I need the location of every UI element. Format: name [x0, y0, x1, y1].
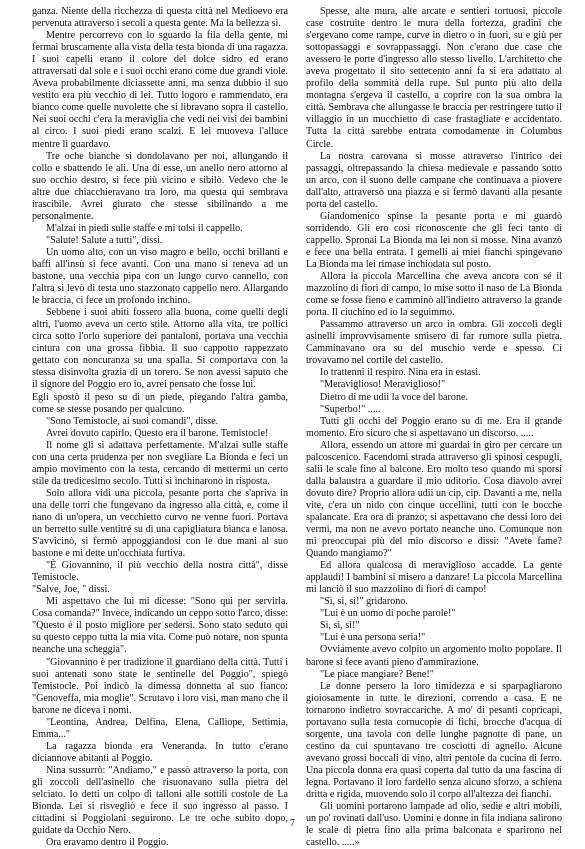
- paragraph: Tutti gli occhi del Poggio erano su di me. Era il grande momento. Ero sicuro che si aspettavano un discorso. .....: [306, 415, 562, 439]
- paragraph: Sebbene i suoi abiti fossero alla buona, come quelli degli altri, l'uomo aveva un certo stile. Attorno alla vita, tre pollici circa sotto l'orlo superiore dei pantaloni, portava una vecchia cintura con una grossa fibbia. Il suo cappotto rappezzato gettato con noncuranza su una spalla. Si comportava con la stessa disinvolta grazia di un torero. Se non avessi saputo che il signore del Poggio ero io, avrei pensato che fosse lui.: [32, 307, 288, 391]
- paragraph: Le donne persero la loro timidezza e si sparpagliarono gioiosamente in tutte le direzioni, correndo a casa. E ne tornarono indietro sovraccariche. A mo' di pesanti copricapi, portavano sulla testa cornucopie di fichi, brocche d'acqua di sorgente, una tavola con delle lunghe pagnotte di pane, un cestino da cui spuntavano tre cosciotti di agnello. Alcune avevano grossi boccali di vino, altri pentole da cucina di ferro. Una piccola donna era quasi coperta dal tutto da una fascina di legna. Portavano il loro fardello senza alcuno sforzo, a schiena dritta e rigida, muovendo solo il corpo all'altezza dei fianchi.: [306, 680, 562, 801]
- paragraph: La ragazza bionda era Veneranda. In tutto c'erano diciannove abitanti al Poggio.: [32, 740, 288, 764]
- paragraph: Passammo attraverso un arco in ombra. Gli zoccoli degli asinelli improvvisamente smisero di far rumore sulla pietra. Camminavano ora su del muschio verde e spesso. Ci trovavamo nel cortile del castello.: [306, 319, 562, 367]
- paragraph: Un uomo alto, con un viso magro e bello, occhi brillanti e baffi all'insù si fece avanti. Con una mano si teneva ad un bastone, una vecchia pipa con un lungo curvo cannello, con l'altra si levò di testa uno stazzonato cappello nero. Allargando le braccia, ci fece un profondo inchino.: [32, 246, 288, 307]
- paragraph: Mi aspettavo che lui mi dicesse: "Sono qui per servirla. Cosa comanda?" Invece, indicando un ceppo sotto l'arco, disse: "Questo è il posto migliore per sedersi. Sono stato seduto qui su questo ceppo tutta la mia vita. Come può notare, non spunta neanche una scheggia".: [32, 596, 288, 656]
- paragraph: Sì, sì, sì!": [320, 620, 360, 632]
- paragraph: Tre oche bianche si dondolavano per noi, allungando il collo e sbattendo le ali. Una di esse, un anello nero attorno al suo occhio destro, si fece più vicino e sibilò. Vedevo che le altre due chiacchieravano tra loro, ma questa qui sembrava irascibile. Avrei giurato che stesse sibilinando a me personalmente.: [32, 150, 288, 222]
- paragraph: Spesse, alte mura, alte arcate e sentieri tortuosi, piccole case costruite dentro le mura della fortezza, gradini che s'ergevano come rampe, curve in dietro o in fuori, su e giù per sottopassaggi e sovrappassaggi. Non c'erano due case che avessero le porte d'ingresso allo stesso livello. L'architetto che aveva progettato il sito settecento anni fa si era adattato al profilo della sommità della rupe. Sul punto più alto della montagna s'ergeva il castello, a coprire con la sua ombra la città. Sembrava che allungasse le braccia per restringere tutto il villaggio in un mucchietto di case frastagliate e accidentato. Tutta la città sarebbe entrata comodamente in Columbus Circle.: [306, 6, 562, 150]
- paragraph: "Leontina, Andrea, Delfina, Elena, Calliope, Settimia, Emma...": [32, 716, 288, 740]
- paragraph: "Lui è una persona seria!": [320, 632, 426, 644]
- paragraph: Mentre percorrevo con lo sguardo la fila della gente, mi fermai bruscamente alla vista della testa bionda di una ragazza. I suoi capelli erano il colore del dolce sidro ed erano attraversati dal sole e i suoi occhi erano come due grandi viole. Aveva probabilmente diciassette anni, ma senza dubbio il suo vestito era più vecchio di lei. Tutto logoro e rammendato, era bianco come quelle nuvolette che si libravano sopra il castello. Nei suoi occhi c'era la meraviglia che vedi nei visi dei bambini al circo. I suoi piedi erano scalzi. E lei muoveva l'alluce mentre li guardavo.: [32, 30, 288, 150]
- page-body: [32, 6, 562, 849]
- paragraph: "Superbo!" .....: [320, 403, 381, 415]
- paragraph: "Meraviglioso! Meraviglioso!": [320, 379, 446, 391]
- paragraph: Gli uomini portarono lampade ad olio, sedie e altri mobili, un po' rovinati dall'uso. Uomini e donne in fila indiana salirono le scale di pietra fino alla prima balconata e sparirono nel castello. .....»: [306, 801, 562, 849]
- paragraph: Solo allora vidi una piccola, pesante porta che s'apriva in una delle torri che fungevano da ingresso alla città, e, come il nano di un'opera, un vecchietto curvo ne venne fuori. Portava un berretto sulle ventitré su di una capigliatura bianca e lanosa. S'avvicinò, si fermò appoggiandosi con le due mani al suo bastone e mi dette un'occhiata furtiva.: [32, 487, 288, 560]
- paragraph: "Salve, Joe, " dissi.: [32, 584, 110, 596]
- paragraph: Dietro di me udii la voce del barone.: [320, 391, 468, 403]
- paragraph: Avrei dovuto capirlo. Questo era il barone. Temistocle!: [46, 427, 269, 439]
- left-text-column: [32, 6, 288, 849]
- paragraph: "Sono Temistocle, ai suoi comandi", disse.: [46, 415, 219, 427]
- paragraph: Egli spostò il peso su di un piede, piegando l'altra gamba, come se stesse posando per qualcuno.: [32, 391, 288, 415]
- paragraph: Nina sussurrò: "Andiamo," e passò attraverso la porta, con gli zoccoli dell'asinello che risuonavano sulla pietra del selciato. Io detti un colpo di talloni alle sottili costole de La Bionda. Lei si risvegliò e fece il suo ingresso al passo. I cittadini si Poggiolani seguirono. Le tre oche subito dopo, guidate da Occhio Nero.: [32, 764, 288, 837]
- paragraph: "Lui è un uomo di poche parole!": [320, 608, 456, 620]
- page-number: 7: [290, 818, 295, 829]
- paragraph: Giandomenico spinse la pesante porta e mi guardò sorridendo. Gli ero così riconoscente che gli feci tanto di cappello. Spronai La Bionda ma lei non si mosse. Nina avanzò e fece una bella entrata. I gemelli ai miei fianchi spingevano La Bionda ma lei rimase inchiodata sul posto.: [306, 210, 562, 270]
- paragraph: "Le piace mangiare? Bene!": [320, 668, 434, 680]
- paragraph: "Giovannino è per tradizione il guardiano della città. Tutti i suoi antenati sono state le sentinelle del Poggio", spiegò Temistocle. Poi indicò la dimessa donnetta al suo fianco: "Genoveffa, mia moglie". Scrutavo i loro visi, man mano che il barone ne diceva i nomi.: [32, 656, 288, 716]
- paragraph: Il nome gli si adattava perfettamente. M'alzai sulle staffe con una certa prudenza per non svegliare La Bionda e feci un ampio movimento con la testa, cercando di mettermi un certo stile da tredicesimo secolo. Tutti si inchinarono in risposta.: [32, 439, 288, 487]
- paragraph: Ora eravamo dentro il Poggio.: [46, 837, 169, 849]
- paragraph: ganza. Niente della ricchezza di questa città nel Medioevo era pervenuta attraverso i secoli a questa gente. Ma la bellezza sì.: [32, 6, 288, 30]
- paragraph: Ovviamente avevo colpito un argomento molto popolare. Il barone si fece avanti pieno d'ammirazione.: [306, 644, 562, 668]
- paragraph: "Salute! Salute a tutti", dissi.: [46, 234, 163, 246]
- paragraph: Allora la piccola Marcellina che aveva ancora con sé il mazzolino di fiori di campo, lo mise sotto il naso de La Bionda come se fosse fieno e camminò all'indietro attraverso la grande porta. Il ciuchino ed io la seguimmo.: [306, 271, 562, 319]
- paragraph: La nostra carovana si mosse attraverso l'intrico dei passaggi, oltrepassando la chiesa medievale e passando sotto un arco, con il suono delle campane che continuava a piovere dall'alto, attraversò una piazza e si fermò davanti alla pesante porta del castello.: [306, 150, 562, 210]
- paragraph: "È Giovannino, il più vecchio della nostra città", disse Temistocle.: [32, 560, 288, 584]
- paragraph: Io trattenni il respiro. Nina era in estasi.: [320, 367, 481, 379]
- paragraph: Ed allora qualcosa di meraviglioso accadde. La gente applaudì! I bambini si misero a danzare! La piccola Marcellina mi lanciò il suo mazzolino di fiori di campo!: [306, 560, 562, 596]
- paragraph: M'alzai in piedi sulle staffe e mi tolsi il cappello.: [46, 222, 243, 234]
- paragraph: Allora, essendo un attore mi guardai in giro per cercare un palcoscenico. Facendomi strada attraverso gli spinosi cespugli, salii le scale fino al balcone. Ero molto teso quando mi sporsi dalla balaustra a guardare il mio uditorio. Cosa diavolo avrei dovuto dire? Proprio allora udii un cip, cip. Davanti a me, nella vite, c'era un nido con cinque uccellini, tutti con le bocche spalancate. Era ora di pranzo; si aspettavano che dessi loro dei vermi, ma non ne avevo portato neanche uno. Comunque non mi preoccupai più del mio discorso e dissi: "Avete fame? Quando mangiamo?": [306, 439, 562, 560]
- paragraph: "Sì, sì, sì!" gridarono.: [320, 596, 408, 608]
- right-text-column: [306, 6, 562, 849]
